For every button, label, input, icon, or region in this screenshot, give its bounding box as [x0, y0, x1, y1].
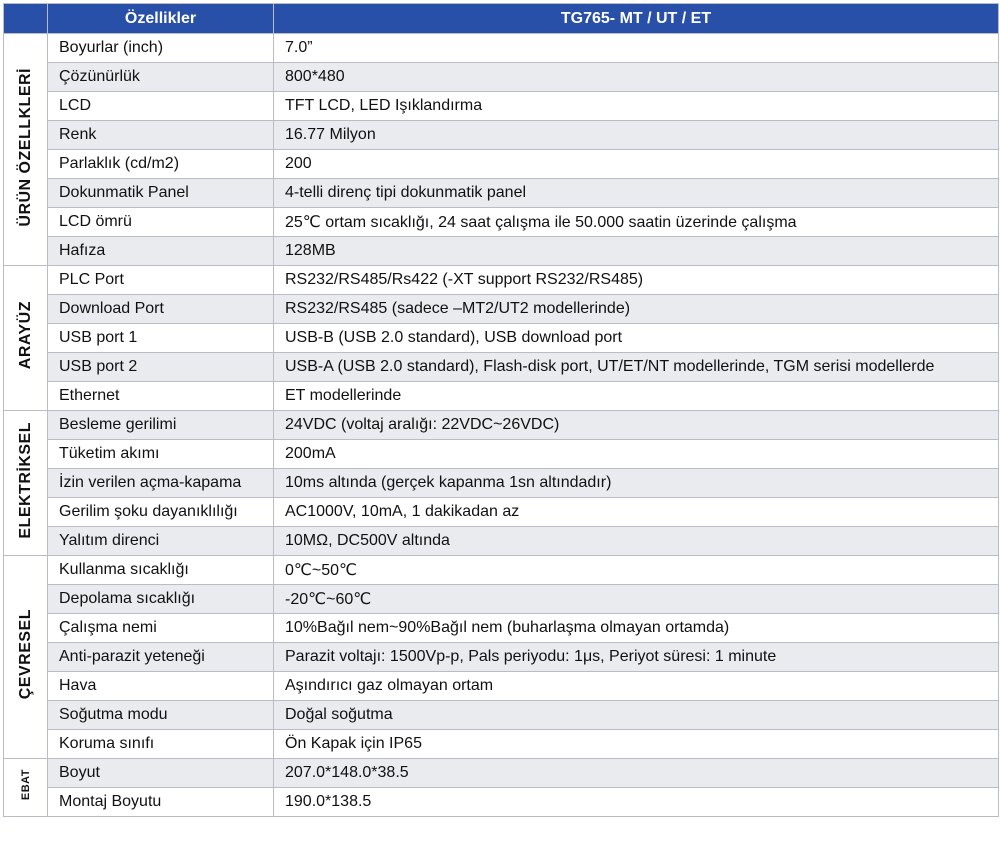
- spec-value: 10ms altında (gerçek kapanma 1sn altındadır): [274, 469, 999, 498]
- spec-row-besleme-gerilimi: [4, 411, 999, 440]
- spec-key: Renk: [48, 121, 274, 150]
- group-cell-ebat: [4, 759, 48, 817]
- group-cell-elektriksel: [4, 411, 48, 556]
- spec-row-boyut: [4, 759, 999, 788]
- spec-value: Parazit voltajı: 1500Vp-p, Pals periyodu: 1μs, Periyot süresi: 1 minute: [274, 643, 999, 672]
- spec-value: RS232/RS485 (sadece –MT2/UT2 modellerinde): [274, 295, 999, 324]
- spec-key: Besleme gerilimi: [48, 411, 274, 440]
- spec-row-lcd-omru: [4, 208, 999, 237]
- spec-row-cozunurluk: [4, 63, 999, 92]
- spec-value: 16.77 Milyon: [274, 121, 999, 150]
- spec-key: Tüketim akımı: [48, 440, 274, 469]
- spec-key: Parlaklık (cd/m2): [48, 150, 274, 179]
- spec-body: [4, 34, 999, 817]
- spec-row-koruma-sinifi: [4, 730, 999, 759]
- spec-row-yalitim-direnci: [4, 527, 999, 556]
- header-model: TG765- MT / UT / ET: [274, 4, 999, 34]
- spec-key: Anti-parazit yeteneği: [48, 643, 274, 672]
- spec-value: 800*480: [274, 63, 999, 92]
- group-label: ARAYÜZ: [16, 301, 34, 370]
- spec-key: Kullanma sıcaklığı: [48, 556, 274, 585]
- header-blank-cell: [4, 4, 48, 34]
- spec-row-kullanma-sicakligi: [4, 556, 999, 585]
- spec-row-lcd: [4, 92, 999, 121]
- spec-row-tuketim-akimi: [4, 440, 999, 469]
- spec-key: Montaj Boyutu: [48, 788, 274, 817]
- spec-row-hafiza: [4, 237, 999, 266]
- spec-value: TFT LCD, LED Işıklandırma: [274, 92, 999, 121]
- spec-key: Dokunmatik Panel: [48, 179, 274, 208]
- spec-row-parlaklik-cd-m2: [4, 150, 999, 179]
- spec-key: Çalışma nemi: [48, 614, 274, 643]
- spec-value: USB-B (USB 2.0 standard), USB download port: [274, 324, 999, 353]
- spec-row-boyurlar-inch: [4, 34, 999, 63]
- group-label: ÜRÜN ÖZELLKLERİ: [16, 67, 34, 227]
- spec-row-usb-port-1: [4, 324, 999, 353]
- spec-key: Depolama sıcaklığı: [48, 585, 274, 614]
- spec-row-calisma-nemi: [4, 614, 999, 643]
- spec-value: Doğal soğutma: [274, 701, 999, 730]
- group-label: EBAT: [19, 769, 32, 801]
- spec-value: ET modellerinde: [274, 382, 999, 411]
- spec-key: Çözünürlük: [48, 63, 274, 92]
- spec-key: İzin verilen açma-kapama: [48, 469, 274, 498]
- spec-row-montaj-boyutu: [4, 788, 999, 817]
- spec-value: RS232/RS485/Rs422 (-XT support RS232/RS485): [274, 266, 999, 295]
- spec-row-download-port: [4, 295, 999, 324]
- spec-key: Hafıza: [48, 237, 274, 266]
- spec-row-dokunmatik-panel: [4, 179, 999, 208]
- group-cell-arayuz: [4, 266, 48, 411]
- group-cell-urun-ozellkleri: [4, 34, 48, 266]
- spec-key: Koruma sınıfı: [48, 730, 274, 759]
- spec-row-plc-port: [4, 266, 999, 295]
- spec-key: Download Port: [48, 295, 274, 324]
- spec-value: 4-telli direnç tipi dokunmatik panel: [274, 179, 999, 208]
- spec-row-renk: [4, 121, 999, 150]
- spec-value: 200mA: [274, 440, 999, 469]
- group-cell-cevresel: [4, 556, 48, 759]
- header-row: [4, 4, 999, 34]
- spec-row-gerilim-soku-dayanikliligi: [4, 498, 999, 527]
- spec-row-izin-verilen-acma-kapama: [4, 469, 999, 498]
- spec-row-ethernet: [4, 382, 999, 411]
- spec-key: Ethernet: [48, 382, 274, 411]
- spec-value: Ön Kapak için IP65: [274, 730, 999, 759]
- spec-row-hava: [4, 672, 999, 701]
- spec-value: USB-A (USB 2.0 standard), Flash-disk port, UT/ET/NT modellerinde, TGM serisi modellerde: [274, 353, 999, 382]
- spec-row-sogutma-modu: [4, 701, 999, 730]
- spec-key: Boyut: [48, 759, 274, 788]
- spec-key: PLC Port: [48, 266, 274, 295]
- spec-key: Gerilim şoku dayanıklılığı: [48, 498, 274, 527]
- spec-key: Boyurlar (inch): [48, 34, 274, 63]
- spec-value: 0℃~50℃: [274, 556, 999, 585]
- spec-key: Hava: [48, 672, 274, 701]
- spec-key: USB port 1: [48, 324, 274, 353]
- spec-value: -20℃~60℃: [274, 585, 999, 614]
- spec-row-anti-parazit-yetenegi: [4, 643, 999, 672]
- spec-key: Yalıtım direnci: [48, 527, 274, 556]
- group-label: ÇEVRESEL: [16, 609, 34, 700]
- spec-table: [3, 3, 999, 817]
- spec-value: 200: [274, 150, 999, 179]
- spec-value: 7.0”: [274, 34, 999, 63]
- spec-value: 24VDC (voltaj aralığı: 22VDC~26VDC): [274, 411, 999, 440]
- spec-key: LCD: [48, 92, 274, 121]
- spec-value: 10MΩ, DC500V altında: [274, 527, 999, 556]
- spec-key: USB port 2: [48, 353, 274, 382]
- header-features: Özellikler: [48, 4, 274, 34]
- group-label: ELEKTRİKSEL: [16, 422, 34, 539]
- spec-value: 25℃ ortam sıcaklığı, 24 saat çalışma ile 50.000 saatin üzerinde çalışma: [274, 208, 999, 237]
- spec-value: Aşındırıcı gaz olmayan ortam: [274, 672, 999, 701]
- spec-row-usb-port-2: [4, 353, 999, 382]
- spec-value: 190.0*138.5: [274, 788, 999, 817]
- spec-key: LCD ömrü: [48, 208, 274, 237]
- spec-row-depolama-sicakligi: [4, 585, 999, 614]
- spec-key: Soğutma modu: [48, 701, 274, 730]
- spec-value: 128MB: [274, 237, 999, 266]
- spec-value: 207.0*148.0*38.5: [274, 759, 999, 788]
- spec-value: 10%Bağıl nem~90%Bağıl nem (buharlaşma olmayan ortamda): [274, 614, 999, 643]
- spec-value: AC1000V, 10mA, 1 dakikadan az: [274, 498, 999, 527]
